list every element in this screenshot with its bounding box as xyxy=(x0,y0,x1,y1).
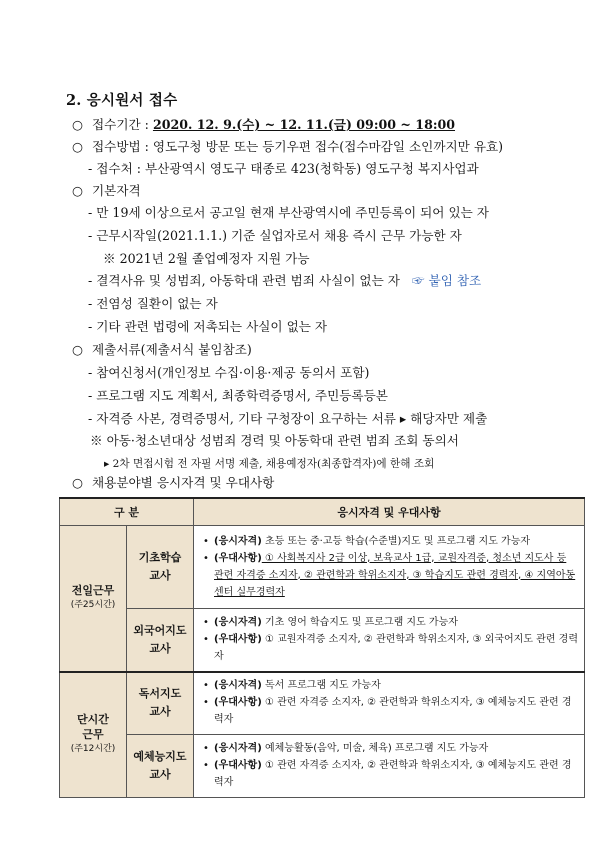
circle-bullet-icon: ○ xyxy=(72,475,83,490)
section-heading: 2. 응시원서 접수 xyxy=(66,92,178,109)
method-line xyxy=(72,139,503,155)
list-item: • (응시자격) 예체능활동(음악, 미술, 체육) 프로그램 지도 가능자 xyxy=(212,740,578,757)
subcategory-label: 교사 xyxy=(149,768,171,781)
category-fulltime-hours: (주25시간) xyxy=(70,600,116,611)
category-parttime-label: 단시간 xyxy=(77,713,109,727)
field-title xyxy=(72,475,274,491)
list-item: • (우대사항) ① 관련 자격증 소지자, ② 관련학과 학위소지자, ③ 예체능지도 관련 경력자 xyxy=(212,757,578,791)
category-parttime-label: 근무 xyxy=(82,728,104,742)
list-item: • (응시자격) 초등 또는 중·고등 학습(수준별)지도 및 프로그램 지도 가능자 xyxy=(212,533,578,550)
subcategory-label: 교사 xyxy=(149,705,171,719)
place-line: - 접수처 : 부산광역시 영도구 태종로 423(청학동) 영도구청 복지사업과 xyxy=(88,161,479,176)
subcategory-cell xyxy=(127,735,194,798)
detail-cell xyxy=(194,735,585,798)
documents-item: - 자격증 사본, 경력증명서, 기타 구청장이 요구하는 서류 ▸ 해당자만 제출 xyxy=(88,411,488,426)
qualification-item: - 기타 관련 법령에 저촉되는 사실이 없는 자 xyxy=(88,319,328,334)
subcategory-label: 독서지도 xyxy=(138,687,182,701)
list-item: • (우대사항) ① 관련 자격증 소지자, ② 관련학과 학위소지자, ③ 예체능지도 관련 경력자 xyxy=(212,694,578,728)
subcategory-label: 예체능지도 xyxy=(133,750,187,763)
detail-cell xyxy=(194,526,585,609)
circle-bullet-icon: ○ xyxy=(72,183,83,198)
period-line xyxy=(72,117,455,133)
category-fulltime-label: 전일근무 xyxy=(71,584,115,598)
table-header-row xyxy=(60,498,585,526)
subcategory-label: 기초학습 xyxy=(138,551,182,564)
subcategory-label: 교사 xyxy=(149,569,171,582)
qualification-title xyxy=(72,183,141,199)
circle-bullet-icon: ○ xyxy=(72,342,83,357)
field-title-text: 채용분야별 응시자격 및 우대사항 xyxy=(92,475,275,490)
period-label: 접수기간 : xyxy=(92,117,149,132)
documents-note-sub: ▸ 2차 면접시험 전 자필 서명 제출, 채용예정자(최종합격자)에 한해 조회 xyxy=(104,458,435,470)
documents-item: - 프로그램 지도 계획서, 최종학력증명서, 주민등록등본 xyxy=(88,388,388,403)
subcategory-label: 교사 xyxy=(149,641,171,655)
detail-cell xyxy=(194,609,585,672)
list-item: • (응시자격) 독서 프로그램 지도 가능자 xyxy=(212,677,578,694)
category-fulltime xyxy=(60,526,127,672)
table-row xyxy=(60,526,585,609)
method-text: 접수방법 : 영도구청 방문 또는 등기우편 접수(접수마감일 소인까지만 유효) xyxy=(92,139,504,154)
documents-title xyxy=(72,342,252,358)
qualification-item: - 만 19세 이상으로서 공고일 현재 부산광역시에 주민등록이 되어 있는 자 xyxy=(88,205,489,220)
category-parttime xyxy=(60,672,127,798)
list-item: • (우대사항) ① 사회복지사 2급 이상, 보육교사 1급, 교원자격증, 청소년 지도사 등 관련 자격증 소지자, ② 관련학과 학위소지자, ③ 학습지도 관련 경력자, ④ 지역아동센터 실무경력자 xyxy=(212,550,578,601)
qualification-title-text: 기본자격 xyxy=(92,183,141,198)
table-header-category: 구 분 xyxy=(60,498,194,526)
attachment-reference-link[interactable]: ☞ 붙임 참조 xyxy=(411,273,482,288)
qualification-item-text: - 결격사유 및 성범죄, 아동학대 관련 범죄 사실이 없는 자 xyxy=(88,273,400,288)
table-row xyxy=(60,609,585,672)
list-item: • (우대사항) ① 교원자격증 소지자, ② 관련학과 학위소지자, ③ 외국어지도 관련 경력자 xyxy=(212,631,578,665)
documents-item: - 참여신청서(개인정보 수집·이용·제공 동의서 포함) xyxy=(88,365,370,380)
table-row xyxy=(60,735,585,798)
circle-bullet-icon: ○ xyxy=(72,139,83,154)
qualification-item: - 근무시작일(2021.1.1.) 기준 실업자로서 채용 즉시 근무 가능한 자 xyxy=(88,228,462,243)
subcategory-cell xyxy=(127,672,194,735)
table-header-detail: 응시자격 및 우대사항 xyxy=(194,498,585,526)
qualification-item: - 전염성 질환이 없는 자 xyxy=(88,296,218,311)
circle-bullet-icon: ○ xyxy=(72,117,83,132)
table-row xyxy=(60,672,585,735)
qualification-note: ※ 2021년 2월 졸업예정자 지원 가능 xyxy=(103,251,310,266)
subcategory-label: 외국어지도 xyxy=(133,623,187,637)
list-item: • (응시자격) 기초 영어 학습지도 및 프로그램 지도 가능자 xyxy=(212,614,578,631)
documents-title-text: 제출서류(제출서식 붙임참조) xyxy=(92,342,252,357)
qualification-item xyxy=(88,273,481,289)
detail-cell xyxy=(194,672,585,735)
category-parttime-hours: (주12시간) xyxy=(70,744,116,755)
qualification-table xyxy=(59,497,585,798)
subcategory-cell xyxy=(127,526,194,609)
period-value: 2020. 12. 9.(수) ~ 12. 11.(금) 09:00 ~ 18:00 xyxy=(152,117,456,132)
documents-note: ※ 아동·청소년대상 성범죄 경력 및 아동학대 관련 범죄 조회 동의서 xyxy=(90,433,459,448)
subcategory-cell xyxy=(127,609,194,672)
